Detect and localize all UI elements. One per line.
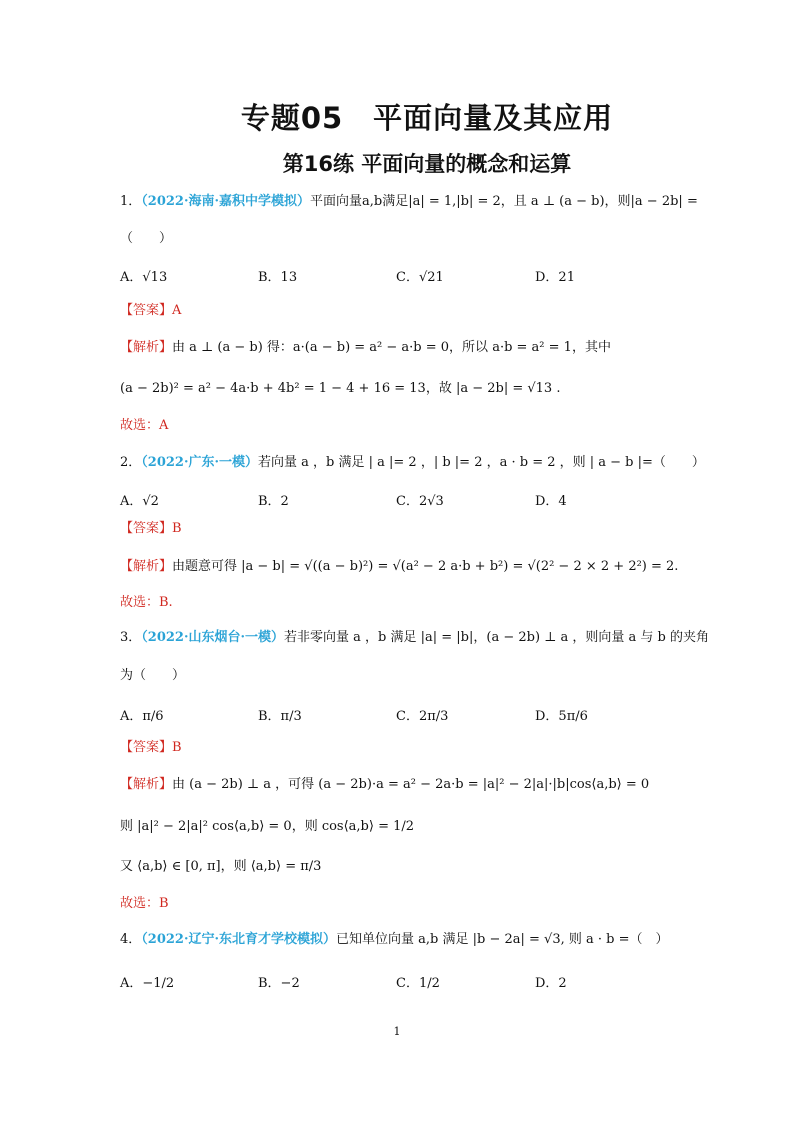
question-3-stem [120,629,709,647]
q1-answer: 【答案】A [120,303,182,318]
question-4-stem [120,931,668,949]
question-source: （2022·辽宁·东北育才学校模拟） [141,932,337,947]
q3-option-c: C．2π/3 [396,709,449,724]
q2-analysis-line-1 [120,558,678,576]
question-text: 已知单位向量 a,b 满足 |b − 2a| = √3, 则 a · b =（ ） [336,932,669,947]
q3-option-d: D．5π/6 [535,709,588,724]
q2-option-c: C．2√3 [396,494,444,509]
q4-option-c: C．1/2 [396,976,440,991]
q3-analysis-line-3: 又 ⟨a,b⟩ ∈ [0, π]，则 ⟨a,b⟩ = π/3 [120,859,322,874]
question-text: 若非零向量 a ，b 满足 |a| = |b|，(a − 2b) ⊥ a ，则向量 a 与 b 的夹角 [284,630,709,645]
question-text: 若向量 a ，b 满足 | a |= 2 ，| b |= 2 ，a · b = 2 ，则 | a − b |=（ ） [258,455,705,470]
question-source: （2022·山东烟台·一模） [141,630,285,645]
analysis-label: 【解析】 [120,777,173,792]
q3-analysis-line-2: 则 |a|² − 2|a|² cos⟨a,b⟩ = 0，则 cos⟨a,b⟩ = 1/2 [120,819,415,834]
q3-answer: 【答案】B [120,740,182,755]
q2-option-d: D．4 [535,494,567,509]
q3-option-a: A．π/6 [120,709,164,724]
q2-choice: 故选：B. [120,595,173,610]
q1-option-c: C．√21 [396,270,444,285]
analysis-label: 【解析】 [120,559,173,574]
question-text: 平面向量a,b满足|a| = 1,|b| = 2，且 a ⊥ (a − b)，则|a − 2b| = [310,194,698,209]
q1-option-a: A．√13 [120,270,168,285]
question-2-stem [120,454,705,472]
page-number: 1 [393,1025,401,1038]
question-1-stem [120,193,698,211]
document-subtitle: 第16练 平面向量的概念和运算 [282,152,572,176]
question-source: （2022·海南·嘉积中学模拟） [141,194,311,209]
q4-option-b: B．−2 [258,976,300,991]
q1-analysis-line-1 [120,339,611,357]
q2-option-a: A．√2 [120,494,159,509]
q3-option-b: B．π/3 [258,709,302,724]
question-source: （2022·广东·一模） [141,455,259,470]
q1-option-b: B．13 [258,270,298,285]
q3-choice: 故选：B [120,896,169,911]
document-title: 专题05 平面向量及其应用 [240,101,614,135]
question-1-paren: （ ） [120,231,173,246]
q4-option-d: D．2 [535,976,567,991]
question-number: 1． [120,194,142,209]
q2-answer: 【答案】B [120,521,182,536]
question-3-stem-2: 为（ ） [120,668,186,683]
q1-option-d: D．21 [535,270,575,285]
analysis-text: 由题意可得 |a − b| = √((a − b)²) = √(a² − 2 a·b + b²) = √(2² − 2 × 2 + 2²) = 2. [172,559,679,574]
q4-option-a: A．−1/2 [120,976,175,991]
analysis-text: 由 (a − 2b) ⊥ a ，可得 (a − 2b)·a = a² − 2a·b = |a|² − 2|a|·|b|cos⟨a,b⟩ = 0 [172,777,650,792]
analysis-label: 【解析】 [120,340,173,355]
q2-option-b: B．2 [258,494,289,509]
question-number: 3． [120,630,142,645]
q3-analysis-line-1 [120,776,649,794]
q1-analysis-line-2: (a − 2b)² = a² − 4a·b + 4b² = 1 − 4 + 16 = 13，故 |a − 2b| = √13 . [120,381,561,396]
question-number: 4． [120,932,142,947]
question-number: 2． [120,455,142,470]
q1-choice: 故选：A [120,418,169,433]
analysis-text: 由 a ⊥ (a − b) 得：a·(a − b) = a² − a·b = 0，所以 a·b = a² = 1，其中 [172,340,611,355]
